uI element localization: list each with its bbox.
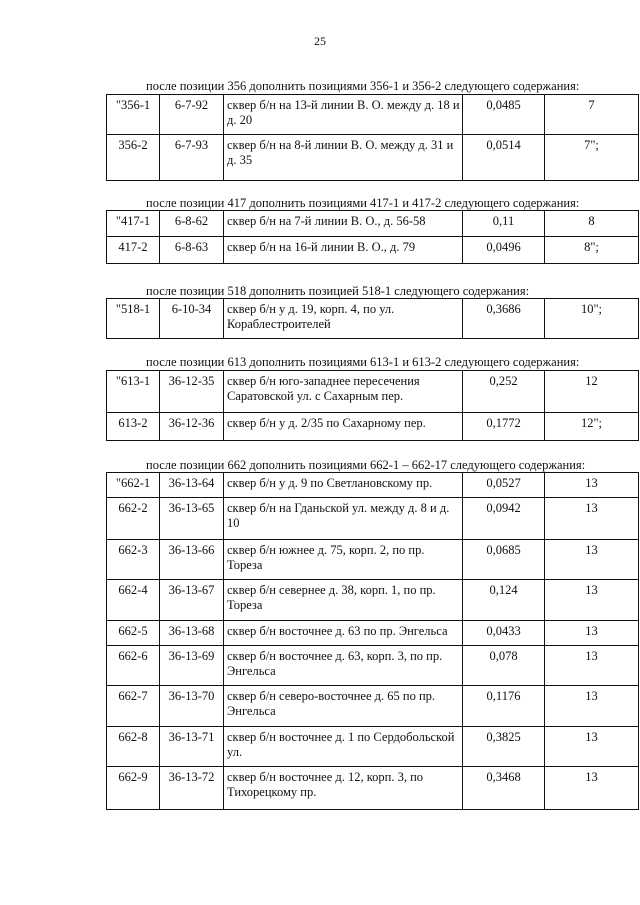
name-cell: сквер б/н восточнее д. 63 по пр. Энгельса: [224, 621, 463, 646]
name-cell: сквер б/н у д. 19, корп. 4, по ул. Кораблестроителей: [224, 299, 463, 339]
position-cell: 662-6: [107, 646, 160, 686]
table-row: [107, 498, 639, 540]
number-cell: 13: [545, 498, 639, 540]
page-number: 25: [314, 34, 326, 48]
area-cell: 0,124: [463, 580, 545, 621]
name-cell: сквер б/н на 8-й линии В. О. между д. 31 и д. 35: [224, 135, 463, 181]
code-cell: 36-13-69: [160, 646, 224, 686]
table-row: [107, 95, 639, 135]
area-cell: 0,078: [463, 646, 545, 686]
name-cell: сквер б/н на Гданьской ул. между д. 8 и д. 10: [224, 498, 463, 540]
number-cell: 13: [545, 621, 639, 646]
position-cell: "518-1: [107, 299, 160, 339]
code-cell: 6-7-92: [160, 95, 224, 135]
number-cell: 13: [545, 767, 639, 810]
table-row: [107, 767, 639, 810]
area-cell: 0,0514: [463, 135, 545, 181]
position-cell: "417-1: [107, 211, 160, 237]
code-cell: 36-13-65: [160, 498, 224, 540]
name-cell: сквер б/н у д. 9 по Светлановскому пр.: [224, 473, 463, 498]
name-cell: сквер б/н южнее д. 75, корп. 2, по пр. Тореза: [224, 540, 463, 580]
code-cell: 6-8-62: [160, 211, 224, 237]
number-cell: 13: [545, 727, 639, 767]
number-cell: 8: [545, 211, 639, 237]
position-cell: 417-2: [107, 237, 160, 264]
name-cell: сквер б/н восточнее д. 63, корп. 3, по пр. Энгельса: [224, 646, 463, 686]
section-heading: после позиции 613 дополнить позициями 613-1 и 613-2 следующего содержания:: [146, 355, 580, 369]
position-cell: "356-1: [107, 95, 160, 135]
area-cell: 0,252: [463, 371, 545, 413]
table-row: [107, 211, 639, 237]
code-cell: 36-12-36: [160, 413, 224, 441]
code-cell: 36-13-72: [160, 767, 224, 810]
code-cell: 6-7-93: [160, 135, 224, 181]
section-heading: после позиции 662 дополнить позициями 662-1 – 662-17 следующего содержания:: [146, 458, 586, 472]
section-heading: после позиции 356 дополнить позициями 356-1 и 356-2 следующего содержания:: [146, 79, 580, 93]
number-cell: 8";: [545, 237, 639, 264]
positions-table: [106, 370, 639, 441]
position-cell: 662-8: [107, 727, 160, 767]
table-row: [107, 540, 639, 580]
code-cell: 36-13-68: [160, 621, 224, 646]
code-cell: 36-13-67: [160, 580, 224, 621]
code-cell: 36-13-70: [160, 686, 224, 727]
area-cell: 0,11: [463, 211, 545, 237]
area-cell: 0,0527: [463, 473, 545, 498]
area-cell: 0,0942: [463, 498, 545, 540]
name-cell: сквер б/н юго-западнее пересечения Саратовской ул. с Сахарным пер.: [224, 371, 463, 413]
area-cell: 0,0496: [463, 237, 545, 264]
name-cell: сквер б/н севернее д. 38, корп. 1, по пр. Тореза: [224, 580, 463, 621]
code-cell: 36-12-35: [160, 371, 224, 413]
table-row: [107, 371, 639, 413]
code-cell: 6-10-34: [160, 299, 224, 339]
table-row: [107, 135, 639, 181]
area-cell: 0,0685: [463, 540, 545, 580]
positions-table: [106, 298, 639, 339]
table-row: [107, 237, 639, 264]
table-row: [107, 580, 639, 621]
number-cell: 13: [545, 540, 639, 580]
area-cell: 0,1772: [463, 413, 545, 441]
name-cell: сквер б/н на 7-й линии В. О., д. 56-58: [224, 211, 463, 237]
positions-table: [106, 94, 639, 181]
name-cell: сквер б/н восточнее д. 1 по Сердобольской ул.: [224, 727, 463, 767]
number-cell: 13: [545, 646, 639, 686]
code-cell: 36-13-71: [160, 727, 224, 767]
position-cell: 662-7: [107, 686, 160, 727]
position-cell: "613-1: [107, 371, 160, 413]
number-cell: 12";: [545, 413, 639, 441]
position-cell: "662-1: [107, 473, 160, 498]
number-cell: 13: [545, 686, 639, 727]
number-cell: 7";: [545, 135, 639, 181]
area-cell: 0,0485: [463, 95, 545, 135]
position-cell: 662-3: [107, 540, 160, 580]
code-cell: 36-13-66: [160, 540, 224, 580]
code-cell: 36-13-64: [160, 473, 224, 498]
table-row: [107, 646, 639, 686]
area-cell: 0,0433: [463, 621, 545, 646]
table-row: [107, 413, 639, 441]
number-cell: 7: [545, 95, 639, 135]
area-cell: 0,1176: [463, 686, 545, 727]
number-cell: 13: [545, 473, 639, 498]
number-cell: 13: [545, 580, 639, 621]
name-cell: сквер б/н на 13-й линии В. О. между д. 18 и д. 20: [224, 95, 463, 135]
name-cell: сквер б/н северо-восточнее д. 65 по пр. Энгельса: [224, 686, 463, 727]
name-cell: сквер б/н на 16-й линии В. О., д. 79: [224, 237, 463, 264]
section-heading: после позиции 417 дополнить позициями 417-1 и 417-2 следующего содержания:: [146, 196, 580, 210]
area-cell: 0,3468: [463, 767, 545, 810]
positions-table: [106, 210, 639, 264]
table-row: [107, 473, 639, 498]
area-cell: 0,3686: [463, 299, 545, 339]
table-row: [107, 727, 639, 767]
name-cell: сквер б/н восточнее д. 12, корп. 3, по Тихорецкому пр.: [224, 767, 463, 810]
code-cell: 6-8-63: [160, 237, 224, 264]
table-row: [107, 299, 639, 339]
number-cell: 12: [545, 371, 639, 413]
positions-table: [106, 472, 639, 810]
position-cell: 662-9: [107, 767, 160, 810]
position-cell: 662-2: [107, 498, 160, 540]
position-cell: 356-2: [107, 135, 160, 181]
number-cell: 10";: [545, 299, 639, 339]
section-heading: после позиции 518 дополнить позицией 518-1 следующего содержания:: [146, 284, 530, 298]
area-cell: 0,3825: [463, 727, 545, 767]
table-row: [107, 621, 639, 646]
name-cell: сквер б/н у д. 2/35 по Сахарному пер.: [224, 413, 463, 441]
position-cell: 662-4: [107, 580, 160, 621]
position-cell: 662-5: [107, 621, 160, 646]
table-row: [107, 686, 639, 727]
position-cell: 613-2: [107, 413, 160, 441]
